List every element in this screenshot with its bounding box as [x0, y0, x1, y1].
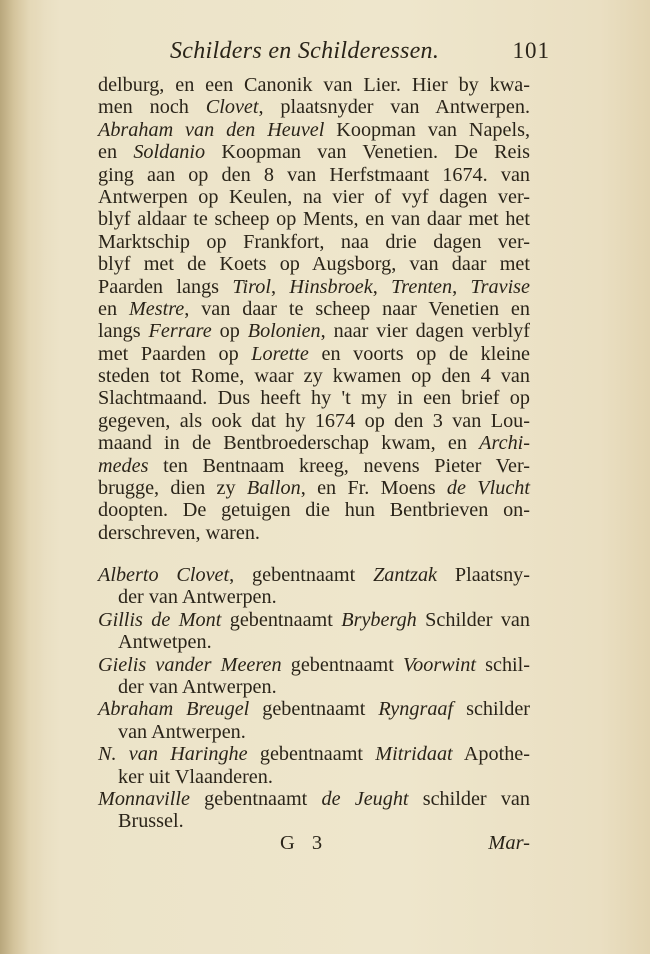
text-line: en Mestre, van daar te scheep naar Venetien en — [98, 297, 530, 320]
italic-name: Clovet — [205, 96, 259, 119]
entry-line: der van Antwerpen. — [118, 586, 277, 609]
witness-list — [98, 564, 530, 833]
entry-line: Gillis de Mont gebentnaamt Brybergh Schilder van — [98, 608, 530, 631]
text-line: blyf met de Koets op Augsborg, van daar met — [98, 253, 530, 276]
text-line: blyf aldaar te scheep op Ments, en van daar met het — [98, 208, 530, 231]
italic-name: Gillis de Mont — [98, 608, 222, 631]
page-header — [170, 38, 550, 72]
italic-name: N. van Haringhe — [98, 743, 248, 766]
list-item — [98, 654, 530, 699]
entry-line: Alberto Clovet, gebentnaamt Zantzak Plaatsny- — [98, 564, 531, 586]
italic-name: Abraham Breugel — [98, 698, 250, 721]
italic-name: Hinsbroek — [289, 275, 373, 298]
italic-name: Voorwint — [403, 653, 476, 676]
italic-name: Brybergh — [341, 608, 417, 631]
entry-line: N. van Haringhe gebentnaamt Mitridaat Apothe- — [98, 743, 530, 766]
italic-name: Bolonien — [247, 320, 321, 343]
book-binding-edge — [0, 0, 44, 954]
list-item — [98, 788, 530, 833]
text-line: Abraham van den Heuvel Koopman van Napels, — [98, 118, 530, 141]
italic-name: Soldanio — [133, 141, 206, 164]
entry-line: Brussel. — [118, 810, 184, 833]
text-line: en Soldanio Koopman van Venetien. De Reis — [98, 141, 530, 164]
list-item — [98, 743, 530, 788]
text-line: steden tot Rome, waar zy kwamen op den 4 van — [98, 365, 530, 388]
italic-name: Tirol — [232, 275, 271, 298]
entry-line: Antwetpen. — [118, 631, 212, 654]
italic-name: Travise — [470, 275, 530, 298]
text-line: gegeven, als ook dat hy 1674 op den 3 van Lou- — [98, 409, 530, 432]
italic-name: Trenten — [391, 275, 453, 298]
entry-line: Gielis vander Meeren gebentnaamt Voorwint schil- — [98, 653, 530, 676]
entry-line: der van Antwerpen. — [118, 675, 277, 698]
text-line: met Paarden op Lorette en voorts op de kleine — [98, 342, 530, 365]
text-line: derschreven, waren. — [98, 521, 260, 544]
italic-name: Ballon — [246, 477, 301, 500]
italic-name: Alberto Clovet — [98, 564, 230, 586]
page-number: 101 — [512, 38, 550, 63]
running-title: Schilders en Schilderessen. — [170, 38, 440, 64]
italic-name: medes — [98, 454, 149, 477]
list-item — [98, 698, 530, 743]
list-item — [98, 564, 530, 609]
entry-line: Monnaville gebentnaamt de Jeught schilder van — [98, 787, 530, 810]
text-line: brugge, dien zy Ballon, en Fr. Moens de Vlucht — [98, 477, 530, 500]
italic-name: Lorette — [251, 342, 309, 365]
italic-name: Abraham van den Heuvel — [98, 118, 325, 141]
italic-name: Ryngraaf — [378, 698, 454, 721]
catchword: Mar- — [488, 832, 530, 854]
italic-name: Archi- — [479, 432, 530, 455]
italic-name: Mestre — [128, 297, 185, 320]
text-line: delburg, en een Canonik van Lier. Hier by kwa- — [98, 74, 530, 96]
text-line: doopten. De getuigen die hun Bentbrieven on- — [98, 499, 530, 522]
text-line: Antwerpen op Keulen, na vier of vyf dagen ver- — [98, 185, 530, 208]
text-line: men noch Clovet, plaatsnyder van Antwerpen. — [98, 96, 531, 119]
entry-line: ker uit Vlaanderen. — [118, 765, 273, 788]
text-line: Slachtmaand. Dus heeft hy 't my in een brief op — [98, 387, 530, 410]
italic-name: Zantzak — [373, 564, 437, 586]
main-paragraph — [98, 74, 530, 544]
text-line: maand in de Bentbroederschap kwam, en Archi- — [98, 432, 530, 455]
italic-name: Mitridaat — [375, 743, 453, 766]
page-footer — [98, 832, 530, 858]
italic-name: Gielis vander Meeren — [98, 653, 282, 676]
text-line: langs Ferrare op Bolonien, naar vier dagen verblyf — [98, 320, 530, 343]
italic-name: Ferrare — [148, 320, 212, 343]
italic-name: de Jeught — [321, 787, 409, 810]
text-line: Paarden langs Tirol, Hinsbroek, Trenten, Travise — [98, 275, 530, 298]
text-line: medes ten Bentnaam kreeg, nevens Pieter Ver- — [98, 454, 530, 477]
italic-name: de Vlucht — [446, 477, 530, 500]
entry-line: Abraham Breugel gebentnaamt Ryngraaf schilder — [98, 698, 530, 721]
text-line: ging aan op den 8 van Herfstmaant 1674. van — [98, 163, 530, 186]
list-item — [98, 609, 530, 654]
italic-name: Monnaville — [98, 787, 190, 810]
entry-line: van Antwerpen. — [118, 720, 246, 743]
text-line: Marktschip op Frankfort, naa drie dagen ver- — [98, 230, 530, 253]
signature-mark: G 3 — [280, 832, 329, 854]
